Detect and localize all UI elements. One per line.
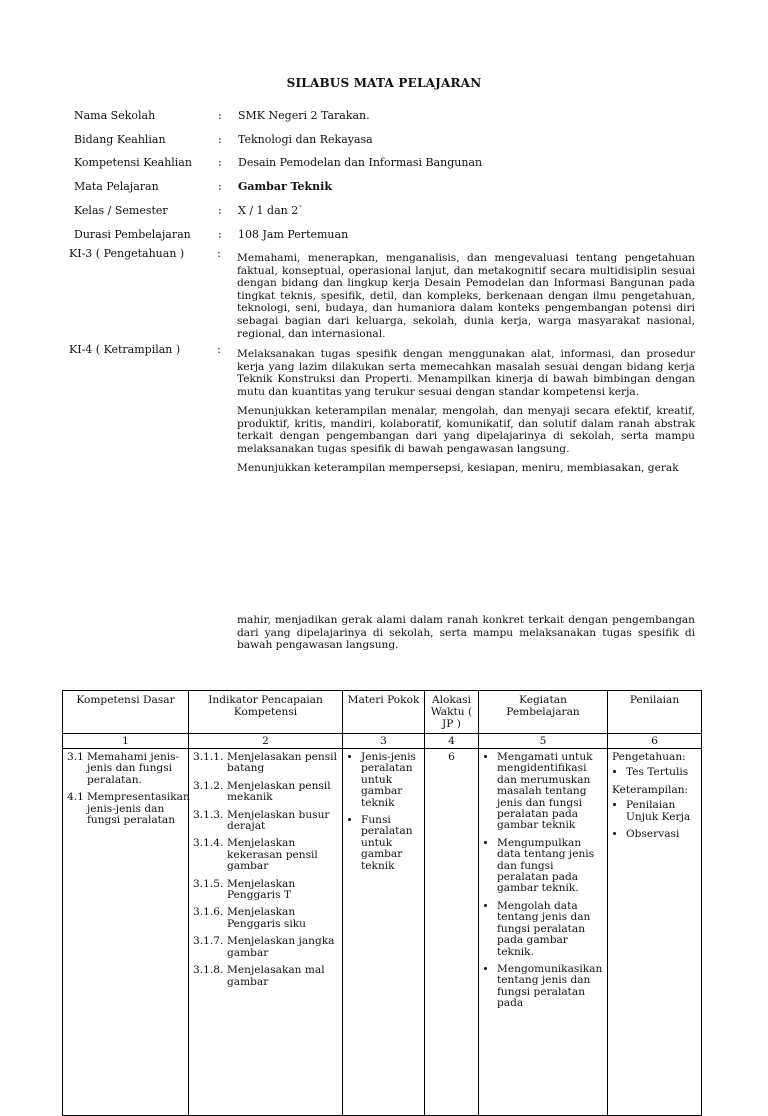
table-header-row [63, 691, 702, 734]
kegiatan-cell [479, 749, 608, 1116]
ki4-paragraph: Menunjukkan keterampilan mempersepsi, kesiapan, meniru, membiasakan, gerak [237, 462, 679, 474]
column-header: Alokasi Waktu ( JP ) [425, 691, 479, 734]
penilaian-pengetahuan-list [612, 767, 697, 778]
ki4-paragraph: Menunjukkan keterampilan menalar, mengolah, dan menyaji secara efektif, kreatif, produktif, kritis, mandiri, kolaboratif, komunikatif, dan solutif dalam ranah abstrak terkait dengan pengembangan dari yang dipelajarinya di sekolah, serta mampu melaksanakan tugas spesifik di bawah pengawasan langsung. [237, 405, 695, 455]
ki3-label: KI-3 ( Pengetahuan ) [69, 247, 185, 260]
kd-text: Mempresentasikan jenis-jenis dan fungsi peralatan [87, 791, 190, 827]
ki3-text: Memahami, menerapkan, menganalisis, dan mengevaluasi tentang pengetahuan faktual, konseptual, operasional lanjut, dan metakognitif secara multidisiplin sesuai dengan bidang dan lingkup kerja Desain Pemodelan dan Informasi Bangunan pada tingkat teknis, spesifik, detil, dan kompleks, berkenaan dengan ilmu pengetahuan, teknologi, seni, budaya, dan humaniora dalam konteks pengembangan potensi diri sebagai bagian dari keluarga, sekolah, dunia kerja, warga masyarakat nasional, regional, dan internasional. [237, 252, 695, 340]
info-label: Kelas / Semester [74, 204, 168, 217]
kd-number: 4.1 [67, 791, 84, 804]
table-row [63, 749, 702, 1116]
info-value: Gambar Teknik [238, 180, 332, 193]
penilaian-item: • Observasi [626, 829, 697, 840]
document-title: SILABUS MATA PELAJARAN [286, 76, 482, 90]
penilaian-pengetahuan-label: Pengetahuan: [612, 751, 686, 763]
penilaian-keterampilan-list [612, 800, 697, 840]
info-colon: : [218, 109, 222, 122]
indikator-text: Menjelasakan mal gambar [227, 964, 325, 988]
indikator-text: Menjelaskan pensil mekanik [227, 779, 331, 804]
indikator-item [193, 965, 338, 988]
info-label: Bidang Keahlian [74, 133, 166, 146]
kd-number: 3.1 [67, 751, 84, 763]
info-row-duration [74, 227, 694, 243]
materi-list [347, 752, 420, 872]
info-row-school [74, 108, 694, 124]
indikator-item [193, 838, 338, 872]
column-header: Kompetensi Dasar [63, 691, 189, 734]
materi-item: • Funsi peralatan untuk gambar teknik [361, 815, 420, 872]
kegiatan-item: • Mengumpulkan data tentang jenis dan fungsi peralatan pada gambar teknik. [497, 838, 603, 895]
info-colon: : [218, 156, 222, 169]
info-row-subject [74, 179, 694, 195]
info-colon: : [218, 204, 222, 217]
info-value: 108 Jam Pertemuan [238, 228, 349, 241]
indikator-item [193, 936, 338, 959]
column-number: 1 [63, 734, 189, 749]
info-colon: : [218, 133, 222, 146]
indikator-number: 3.1.4. [193, 837, 224, 850]
syllabus-table [62, 690, 702, 1116]
kegiatan-item: • Mengolah data tentang jenis dan fungsi peralatan pada gambar teknik. [497, 901, 603, 958]
indikator-text: Menjelaskan jangka gambar [227, 935, 335, 959]
info-label: Kompetensi Keahlian [74, 156, 192, 169]
column-header: Materi Pokok [343, 691, 425, 734]
indikator-item [193, 907, 338, 930]
kegiatan-item: • Mengomunikasikan tentang jenis dan fungsi peralatan pada [497, 964, 603, 1010]
info-row-competency [74, 155, 694, 171]
indikator-text: Menjelasakan pensil batang [227, 751, 337, 775]
info-value: SMK Negeri 2 Tarakan. [238, 109, 370, 122]
kd-text: Memahami jenis-jenis dan fungsi peralatan. [87, 751, 180, 786]
indikator-text: Menjelaskan busur derajat [227, 808, 330, 833]
kegiatan-list [483, 752, 603, 1010]
materi-item: • Jenis-jenis peralatan untuk gambar teknik [361, 752, 420, 809]
kd-item [67, 791, 190, 827]
indikator-item [193, 810, 338, 833]
materi-cell [343, 749, 425, 1116]
table-number-row [63, 734, 702, 749]
penilaian-keterampilan-label: Keterampilan: [612, 783, 689, 796]
indikator-number: 3.1.5. [193, 877, 224, 890]
indikator-text: Menjelaskan Penggaris T [227, 877, 296, 902]
indikator-text: Menjelaskan kekerasan pensil gambar [227, 837, 318, 873]
column-number: 6 [608, 734, 702, 749]
penilaian-item: • Penilaian Unjuk Kerja [626, 800, 697, 823]
indikator-number: 3.1.7. [193, 935, 224, 948]
info-value: Desain Pemodelan dan Informasi Bangunan [238, 156, 483, 169]
column-header: Kegiatan Pembelajaran [479, 691, 608, 734]
ki4-label: KI-4 ( Ketrampilan ) [69, 343, 181, 356]
kompetensi-dasar-cell [63, 749, 189, 1116]
kegiatan-item: • Mengamati untuk mengidentifikasi dan merumuskan masalah tentang jenis dan fungsi peralatan pada gambar teknik [497, 752, 603, 832]
ki3-colon: : [217, 247, 221, 260]
indikator-item [193, 781, 338, 804]
penilaian-cell [608, 749, 702, 1116]
indikator-number: 3.1.8. [193, 964, 224, 977]
ki4-colon: : [217, 343, 221, 356]
indikator-number: 3.1.1. [193, 751, 224, 763]
indikator-text: Menjelaskan Penggaris siku [227, 906, 306, 930]
info-value: X / 1 dan 2` [238, 204, 304, 217]
indikator-item [193, 752, 338, 775]
indikator-item [193, 879, 338, 902]
kd-item [67, 752, 184, 786]
info-colon: : [218, 180, 222, 193]
column-header: Penilaian [608, 691, 702, 734]
info-row-field [74, 132, 694, 148]
info-label: Nama Sekolah [74, 109, 156, 122]
ki4-continuation: mahir, menjadikan gerak alami dalam ranah konkret terkait dengan pengembangan dari yang dipelajarinya di sekolah, serta mampu melaksanakan tugas spesifik di bawah pengawasan langsung. [237, 614, 695, 652]
indikator-number: 3.1.6. [193, 906, 224, 919]
ki4-paragraph: Melaksanakan tugas spesifik dengan menggunakan alat, informasi, dan prosedur kerja yang lazim dilakukan serta memecahkan masalah sesuai dengan bidang kerja Teknik Konstruksi dan Properti. Menampilkan kinerja di bawah bimbingan dengan mutu dan kuantitas yang terukur sesuai dengan standar kompetensi kerja. [237, 348, 695, 398]
indikator-cell [189, 749, 343, 1116]
info-label: Mata Pelajaran [74, 180, 159, 193]
column-header: Indikator Pencapaian Kompetensi [189, 691, 343, 734]
column-number: 3 [343, 734, 425, 749]
column-number: 5 [479, 734, 608, 749]
info-label: Durasi Pembelajaran [74, 228, 191, 241]
penilaian-item: • Tes Tertulis [626, 767, 697, 778]
indikator-number: 3.1.2. [193, 779, 224, 792]
indikator-number: 3.1.3. [193, 808, 224, 821]
info-row-class [74, 203, 694, 219]
info-colon: : [218, 228, 222, 241]
column-number: 4 [425, 734, 479, 749]
column-number: 2 [189, 734, 343, 749]
info-value: Teknologi dan Rekayasa [238, 133, 373, 146]
alokasi-cell: 6 [425, 749, 479, 1116]
